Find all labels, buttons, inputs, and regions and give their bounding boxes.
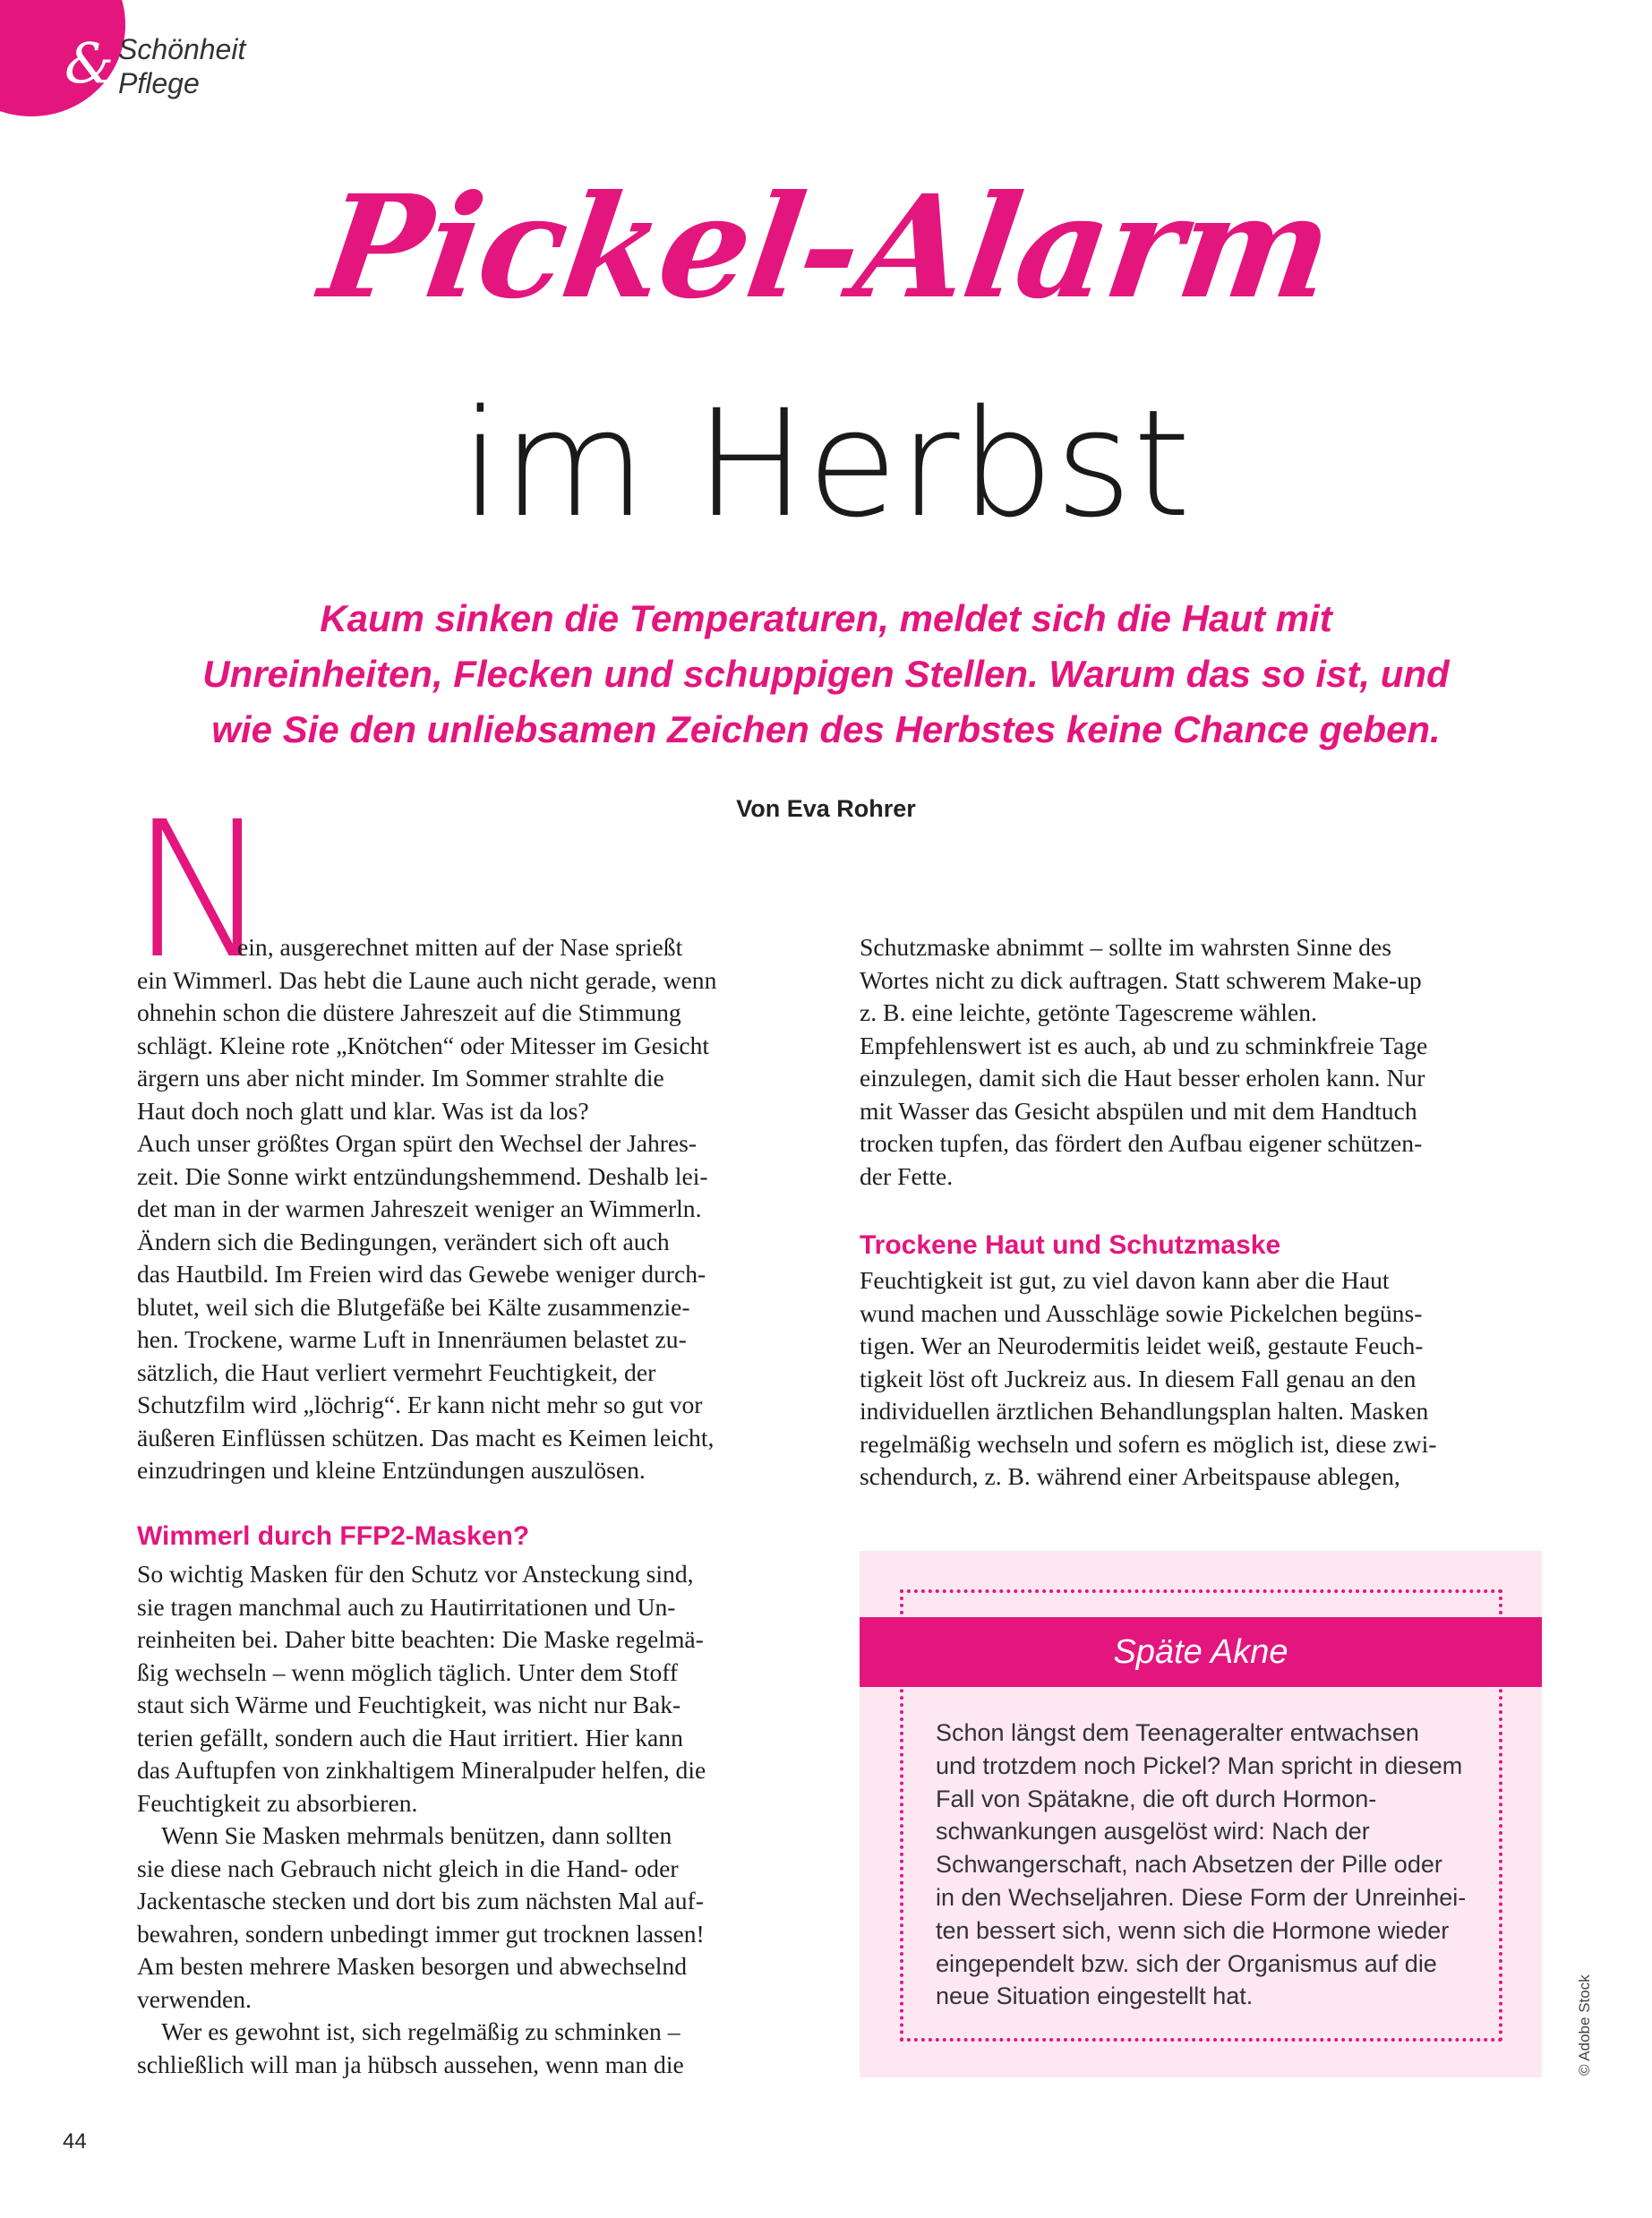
headline-script: Pickel-Alarm: [312, 165, 1340, 330]
body-line: Wortes nicht zu dick auftragen. Statt schwerem Make-up: [860, 965, 1422, 994]
body-line: ärgern uns aber nicht minder. Im Sommer strahlte die: [137, 1064, 664, 1092]
body-line: Schutzfilm wird „löchrig“. Er kann nicht mehr so gut vor: [137, 1391, 703, 1418]
body-column-left-1: [137, 931, 822, 1487]
info-box-line: und trotzdem noch Pickel? Man spricht in diesem: [936, 1751, 1463, 1779]
body-line: hen. Trockene, warme Luft in Innenräumen belastet zu-: [137, 1325, 687, 1353]
body-line: trocken tupfen, das fördert den Aufbau eigener schützen-: [860, 1129, 1423, 1157]
body-line: sie diese nach Gebrauch nicht gleich in die Hand- oder: [137, 1854, 679, 1882]
body-line: blutet, weil sich die Blutgefäße bei Kälte zusammenzie-: [137, 1292, 690, 1321]
body-line: verwenden.: [137, 1984, 252, 2013]
body-line: schlägt. Kleine rote „Knötchen“ oder Mitesser im Gesicht: [137, 1031, 710, 1059]
body-line: individuellen ärztlichen Behandlungsplan halten. Masken: [860, 1397, 1429, 1425]
body-line: wund machen und Ausschläge sowie Pickelchen begüns-: [860, 1298, 1423, 1327]
body-line: mit Wasser das Gesicht abspülen und mit dem Handtuch: [860, 1096, 1417, 1125]
info-box-line: Schon längst dem Teenageralter entwachsen: [936, 1719, 1419, 1746]
body-line: ein Wimmerl. Das hebt die Laune auch nicht gerade, wenn: [137, 965, 717, 994]
info-box-line: schwankungen ausgelöst wird: Nach der: [936, 1818, 1370, 1845]
body-line: ohnehin schon die düstere Jahreszeit auf die Stimmung: [137, 998, 681, 1026]
subheading-masks: Wimmerl durch FFP2-Masken?: [137, 1521, 530, 1551]
body-column-right-2: [860, 1264, 1545, 1494]
section-label-line1: Schönheit: [118, 33, 246, 65]
drop-cap: N: [130, 781, 271, 1000]
body-line: Schutzmaske abnimmt – sollte im wahrsten Sinne des: [860, 933, 1391, 961]
body-line: äußeren Einflüssen schützen. Das macht es Keimen leicht,: [137, 1423, 715, 1452]
body-line: reinheiten bei. Daher bitte beachten: Die Maske regelmä-: [137, 1625, 704, 1653]
body-column-left-2: [137, 1558, 822, 2081]
subheading-dry-skin: Trockene Haut und Schutzmaske: [860, 1230, 1281, 1260]
section-ampersand: &: [64, 30, 115, 96]
info-box-line: ten bessert sich, wenn sich die Hormone wieder: [936, 1916, 1450, 1944]
body-line: Auch unser größtes Organ spürt den Wechsel der Jahres-: [137, 1129, 698, 1157]
body-line: der Fette.: [860, 1161, 954, 1190]
body-line: Jackentasche stecken und dort bis zum nächsten Mal auf-: [137, 1887, 704, 1914]
body-line: det man in der warmen Jahreszeit weniger an Wimmerln.: [137, 1195, 702, 1222]
lead-paragraph: [161, 591, 1491, 758]
body-line: Feuchtigkeit zu absorbieren.: [137, 1788, 418, 1817]
photo-credit: © Adobe Stock: [1576, 1974, 1593, 2076]
section-label-line2: Pflege: [118, 67, 200, 99]
body-line: das Hautbild. Im Freien wird das Gewebe weniger durch-: [137, 1260, 706, 1288]
headline-plain: im Herbst: [460, 378, 1192, 550]
body-line: einzulegen, damit sich die Haut besser erholen kann. Nur: [860, 1064, 1425, 1092]
body-line: schließlich will man ja hübsch aussehen, wenn man die: [137, 2050, 684, 2078]
body-line: einzudringen und kleine Entzündungen auszulösen.: [137, 1456, 646, 1484]
body-line: sie tragen manchmal auch zu Hautirritationen und Un-: [137, 1592, 676, 1621]
body-line: ßig wechseln – wenn möglich täglich. Unter dem Stoff: [137, 1657, 679, 1686]
info-box-line: eingependelt bzw. sich der Organismus auf die: [936, 1949, 1437, 1977]
lead-line: Unreinheiten, Flecken und schuppigen Stellen. Warum das so ist, und: [202, 653, 1450, 695]
body-line: Wer es gewohnt ist, sich regelmäßig zu schminken –: [137, 2017, 680, 2045]
body-line: Am besten mehrere Masken besorgen und abwechselnd: [137, 1952, 688, 1980]
body-line: terien gefällt, sondern auch die Haut irritiert. Hier kann: [137, 1723, 683, 1751]
info-box-line: neue Situation eingestellt hat.: [936, 1982, 1254, 2010]
lead-line: Kaum sinken die Temperaturen, meldet sich die Haut mit: [320, 597, 1332, 639]
info-box-text: [936, 1717, 1468, 2013]
body-line: das Auftupfen von zinkhaltigem Mineralpuder helfen, die: [137, 1756, 706, 1784]
lead-line: wie Sie den unliebsamen Zeichen des Herbstes keine Chance geben.: [211, 708, 1441, 750]
body-line: tigen. Wer an Neurodermitis leidet weiß, gestaute Feuch-: [860, 1332, 1424, 1359]
body-line: Wenn Sie Masken mehrmals benützen, dann sollten: [137, 1821, 672, 1849]
body-line: schendurch, z. B. während einer Arbeitspause ablegen,: [860, 1462, 1400, 1490]
info-box-line: in den Wechseljahren. Diese Form der Unreinhei-: [936, 1883, 1467, 1911]
body-line: Ändern sich die Bedingungen, verändert sich oft auch: [137, 1227, 670, 1255]
body-line: ein, ausgerechnet mitten auf der Nase sprießt: [237, 933, 683, 961]
body-line: zeit. Die Sonne wirkt entzündungshemmend. Deshalb lei-: [137, 1161, 708, 1190]
body-line: Empfehlenswert ist es auch, ab und zu schminkfreie Tage: [860, 1031, 1428, 1059]
body-line: So wichtig Masken für den Schutz vor Ansteckung sind,: [137, 1560, 694, 1588]
section-label: [118, 32, 245, 100]
body-line: staut sich Wärme und Feuchtigkeit, was nicht nur Bak-: [137, 1691, 681, 1718]
body-line: tigkeit löst oft Juckreiz aus. In diesem Fall genau an den: [860, 1364, 1417, 1392]
body-line: regelmäßig wechseln und sofern es möglich ist, diese zwi-: [860, 1429, 1437, 1458]
info-box-title: Späte Akne: [860, 1617, 1542, 1687]
info-box-line: Schwangerschaft, nach Absetzen der Pille oder: [936, 1851, 1442, 1879]
body-line: Feuchtigkeit ist gut, zu viel davon kann aber die Haut: [860, 1266, 1390, 1294]
body-line: sätzlich, die Haut verliert vermehrt Feuchtigkeit, der: [137, 1357, 656, 1386]
body-line: bewahren, sondern unbedingt immer gut trocknen lassen!: [137, 1919, 705, 1948]
page-number: 44: [63, 2129, 87, 2154]
body-column-right-1: [860, 931, 1545, 1193]
body-line: Haut doch noch glatt und klar. Was ist da los?: [137, 1096, 589, 1125]
byline: Von Eva Rohrer: [736, 795, 916, 822]
info-box-line: Fall von Spätakne, die oft durch Hormon-: [936, 1785, 1377, 1812]
body-line: z. B. eine leichte, getönte Tagescreme wählen.: [860, 998, 1317, 1026]
